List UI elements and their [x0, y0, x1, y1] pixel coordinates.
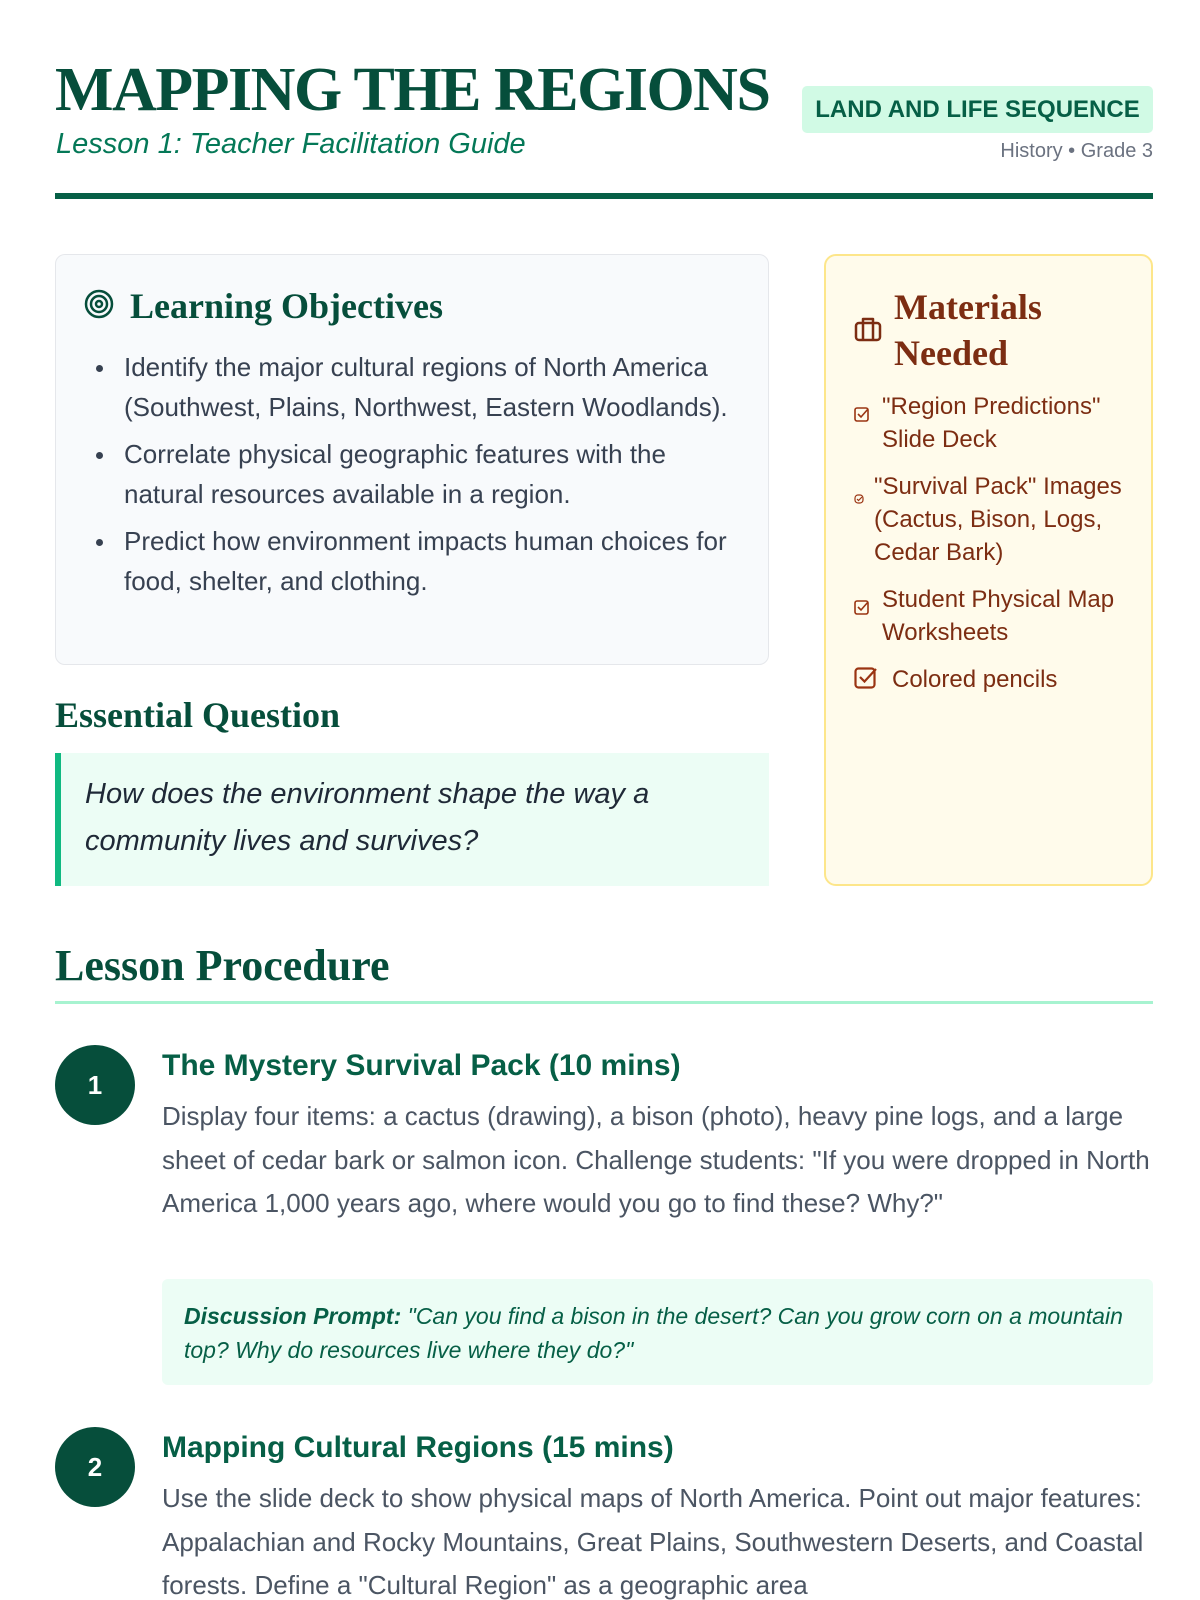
essential-question-heading: Essential Question — [55, 695, 341, 735]
objectives-list — [124, 347, 744, 608]
material-item: "Region Predictions" Slide Deck — [854, 390, 1144, 456]
materials-card — [824, 254, 1153, 886]
checkbox-icon — [854, 591, 870, 649]
page-subtitle: Lesson 1: Teacher Facilitation Guide — [56, 128, 526, 160]
objective-item: Identify the major cultural regions of North America (Southwest, Plains, Northwest, Eastern Woodlands). — [124, 347, 744, 427]
material-item: Student Physical Map Worksheets — [854, 583, 1144, 649]
discussion-prompt-text: "Can you find a bison in the desert? Can you grow corn on a mountain top? Why do resources live where they do?" — [184, 1303, 1123, 1363]
lesson-procedure-heading: Lesson Procedure — [55, 941, 390, 990]
essential-question: How does the environment shape the way a community lives and survives? — [55, 753, 769, 886]
material-item: Colored pencils — [854, 663, 1144, 699]
discussion-prompt-label: Discussion Prompt: — [184, 1303, 402, 1329]
step-number: 2 — [55, 1427, 135, 1507]
step-title: The Mystery Survival Pack (10 mins) — [162, 1049, 681, 1082]
target-icon — [84, 289, 114, 324]
procedure-divider — [55, 1001, 1153, 1004]
materials-heading: Materials Needed — [894, 287, 1042, 373]
step-body: Display four items: a cactus (drawing), a bison (photo), heavy pine logs, and a large sheet of cedar bark or salmon icon. Challenge students: "If you were dropped in North America 1,000 years ago, where would you go to find these? Why?" — [162, 1101, 1150, 1218]
checkbox-icon — [854, 480, 864, 569]
material-item: "Survival Pack" Images (Cactus, Bison, Logs, Cedar Bark) — [854, 470, 1144, 569]
page-title: MAPPING THE REGIONS — [55, 56, 770, 124]
briefcase-icon — [854, 316, 882, 347]
objective-item: Correlate physical geographic features with the natural resources available in a region. — [124, 434, 744, 514]
discussion-prompt — [162, 1279, 1153, 1385]
step-title: Mapping Cultural Regions (15 mins) — [162, 1431, 674, 1464]
checkbox-icon — [854, 398, 870, 456]
checkbox-icon — [854, 666, 878, 699]
step-body: Use the slide deck to show physical maps of North America. Point out major features: Appalachian and Rocky Mountains, Great Plains, Southwestern Deserts, and Coastal forests. Define a "Cultural Region" as a geographic area — [162, 1483, 1144, 1600]
learning-objectives-card — [55, 254, 769, 665]
objective-item: Predict how environment impacts human choices for food, shelter, and clothing. — [124, 521, 744, 601]
step-number: 1 — [55, 1045, 135, 1125]
subject-grade-meta: History • Grade 3 — [1000, 140, 1153, 162]
objectives-heading: Learning Objectives — [130, 286, 443, 326]
sequence-badge: LAND AND LIFE SEQUENCE — [802, 86, 1153, 133]
header-divider — [55, 193, 1153, 199]
materials-list — [854, 390, 1144, 713]
